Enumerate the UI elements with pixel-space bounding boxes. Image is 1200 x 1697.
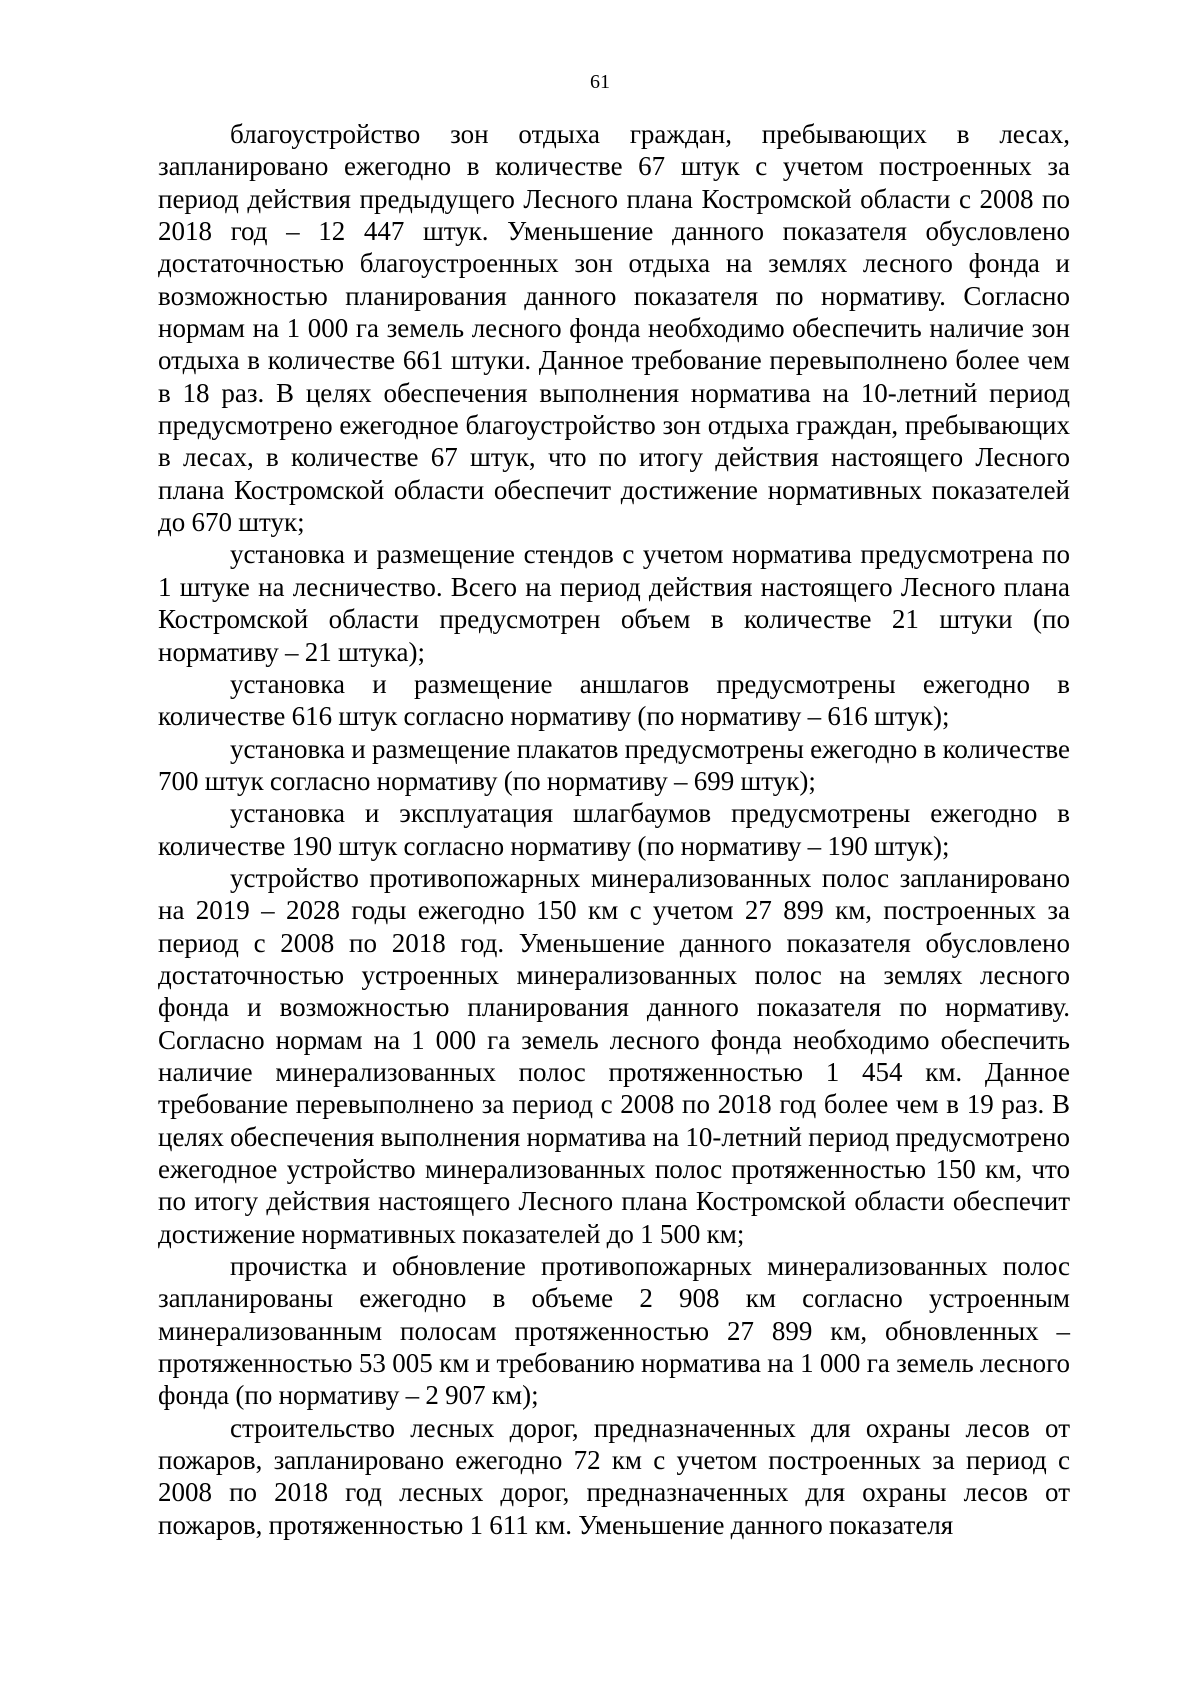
paragraph-stands: установка и размещение стендов с учетом норматива предусмотрена по 1 штуке на лесничество. Всего на период действия настоящего Лесного плана Костромской области предусмотрен объем в количестве 21 штуки (по нормативу – 21 штука); <box>158 539 1070 667</box>
paragraph-firebreaks: устройство противопожарных минерализованных полос запланировано на 2019 – 2028 годы ежегодно 150 км с учетом 27 899 км, построенных за период с 2008 по 2018 год. Уменьшение данного показателя обусловлено достаточностью устроенных минерализованных полос на землях лесного фонда и возможностью планирования данного показателя по нормативу. Согласно нормам на 1 000 га земель лесного фонда необходимо обеспечить наличие минерализованных полос протяженностью 1 454 км. Данное требование перевыполнено за период с 2008 по 2018 год более чем в 19 раз. В целях обеспечения выполнения норматива на 10-летний период предусмотрено ежегодное устройство минерализованных полос протяженностью 150 км, что по итогу действия настоящего Лесного плана Костромской области обеспечит достижение нормативных показателей до 1 500 км; <box>158 862 1070 1249</box>
page-number: 61 <box>590 71 610 93</box>
paragraph-signboards: установка и размещение аншлагов предусмотрены ежегодно в количестве 616 штук согласно нормативу (по нормативу – 616 штук); <box>158 668 1070 732</box>
document-body <box>158 118 1070 1541</box>
paragraph-recreation-zones: благоустройство зон отдыха граждан, пребывающих в лесах, запланировано ежегодно в количестве 67 штук с учетом построенных за период действия предыдущего Лесного плана Костромской области с 2008 по 2018 год – 12 447 штук. Уменьшение данного показателя обусловлено достаточностью благоустроенных зон отдыха на землях лесного фонда и возможностью планирования данного показателя по нормативу. Согласно нормам на 1 000 га земель лесного фонда необходимо обеспечить наличие зон отдыха в количестве 661 штуки. Данное требование перевыполнено более чем в 18 раз. В целях обеспечения выполнения норматива на 10-летний период предусмотрено ежегодное благоустройство зон отдыха граждан, пребывающих в лесах, в количестве 67 штук, что по итогу действия настоящего Лесного плана Костромской области обеспечит достижение нормативных показателей до 670 штук; <box>158 119 1070 538</box>
paragraph-firebreak-maintenance: прочистка и обновление противопожарных минерализованных полос запланированы ежегодно в объеме 2 908 км согласно устроенным минерализованным полосам протяженностью 27 899 км, обновленных – протяженностью 53 005 км и требованию норматива на 1 000 га земель лесного фонда (по нормативу – 2 907 км); <box>158 1251 1070 1411</box>
paragraph-forest-roads: строительство лесных дорог, предназначенных для охраны лесов от пожаров, запланировано ежегодно 72 км с учетом построенных за период с 2008 по 2018 год лесных дорог, предназначенных для охраны лесов от пожаров, протяженностью 1 611 км. Уменьшение данного показателя <box>158 1412 1070 1540</box>
paragraph-barriers: установка и эксплуатация шлагбаумов предусмотрены ежегодно в количестве 190 штук согласно нормативу (по нормативу – 190 штук); <box>158 798 1070 861</box>
paragraph-posters: установка и размещение плакатов предусмотрены ежегодно в количестве 700 штук согласно нормативу (по нормативу – 699 штук); <box>158 733 1070 796</box>
